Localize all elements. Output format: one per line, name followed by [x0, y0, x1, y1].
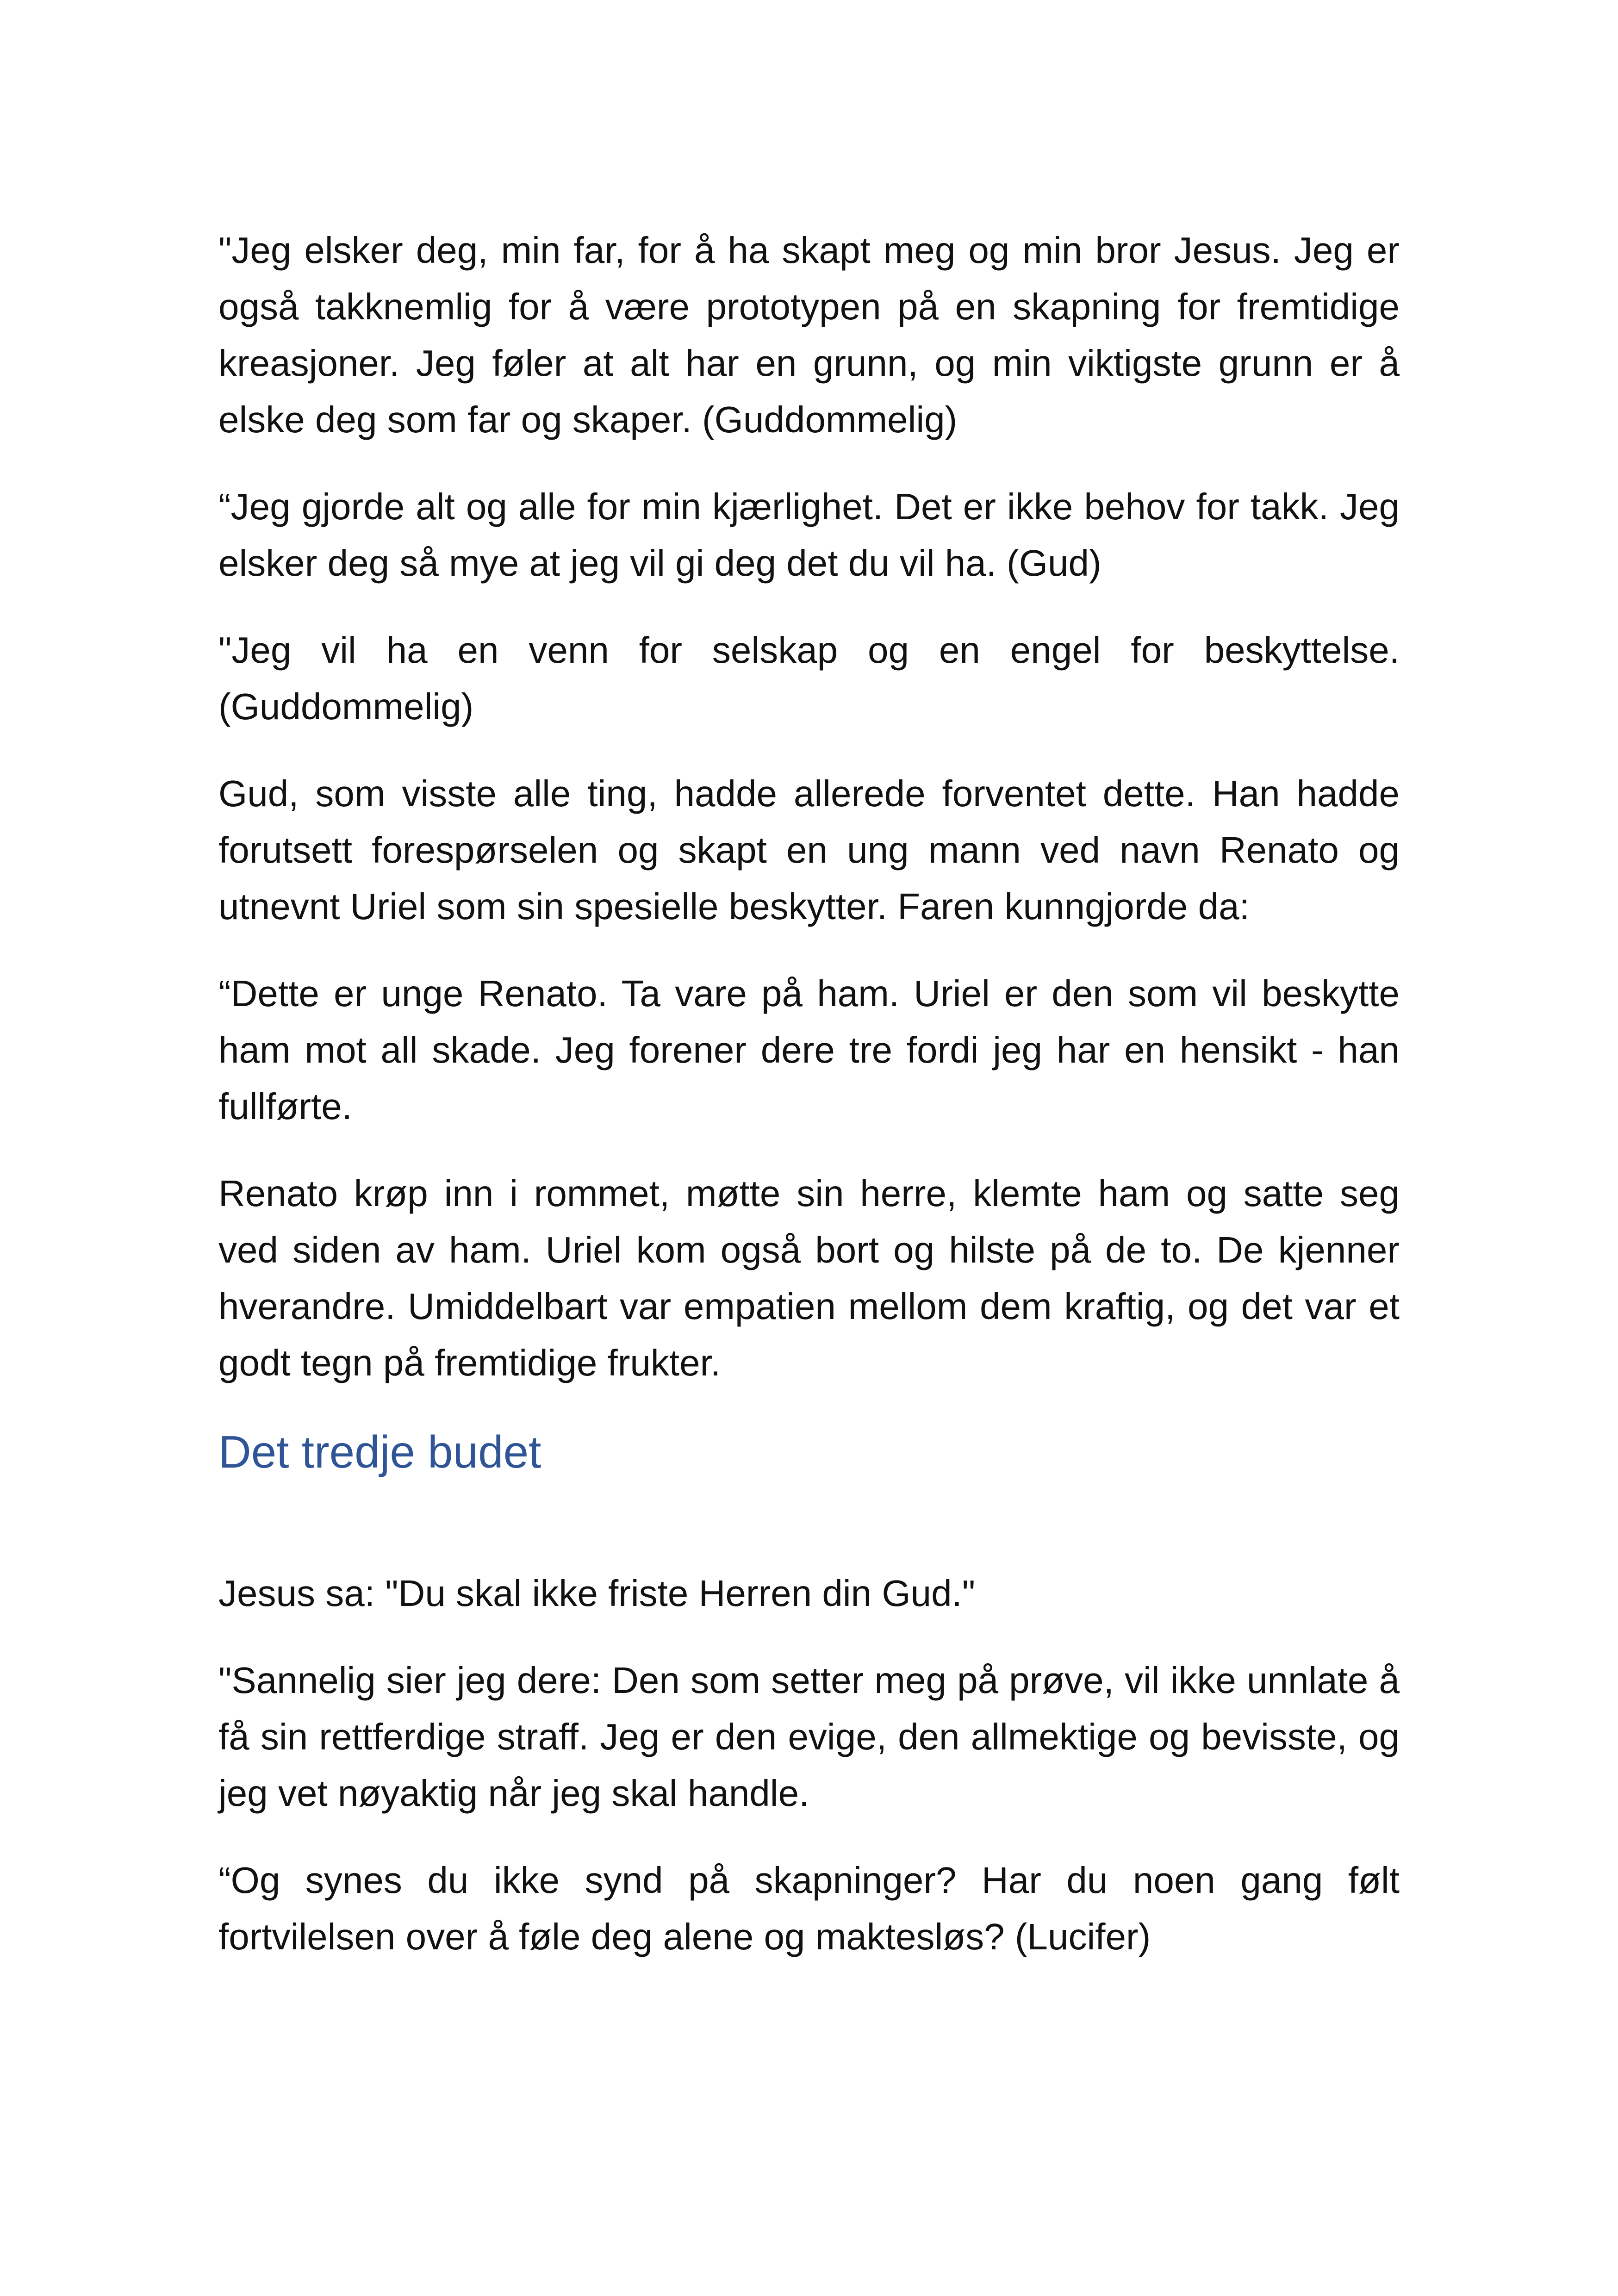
paragraph-7: Jesus sa: "Du skal ikke friste Herren din Gud."	[218, 1573, 976, 1614]
paragraph-1: "Jeg elsker deg, min far, for å ha skapt meg og min bror Jesus. Jeg er også takknemlig for å være prototypen på en skapning for fremtidige kreasjoner. Jeg føler at alt har en grunn, og min viktigste grunn er å elske deg som far og skaper. (Guddommelig)	[218, 230, 1400, 440]
section-heading: Det tredje budet	[218, 1426, 541, 1477]
paragraph-4: Gud, som visste alle ting, hadde allerede forventet dette. Han hadde forutsett forespørselen og skapt en ung mann ved navn Renato og utnevnt Uriel som sin spesielle beskytter. Faren kunngjorde da:	[218, 773, 1400, 927]
paragraph-8: "Sannelig sier jeg dere: Den som setter meg på prøve, vil ikke unnlate å få sin rettferdige straff. Jeg er den evige, den allmektige og bevisste, og jeg vet nøyaktig når jeg skal handle.	[218, 1660, 1400, 1814]
paragraph-3: "Jeg vil ha en venn for selskap og en engel for beskyttelse. (Guddommelig)	[218, 629, 1400, 727]
paragraph-5: “Dette er unge Renato. Ta vare på ham. Uriel er den som vil beskytte ham mot all skade. Jeg forener dere tre fordi jeg har en hensikt - han fullførte.	[218, 973, 1400, 1127]
paragraph-9: “Og synes du ikke synd på skapninger? Har du noen gang følt fortvilelsen over å føle deg alene og maktesløs? (Lucifer)	[218, 1860, 1400, 1957]
paragraph-2: “Jeg gjorde alt og alle for min kjærlighet. Det er ikke behov for takk. Jeg elsker deg så mye at jeg vil gi deg det du vil ha. (Gud)	[218, 486, 1400, 584]
paragraph-6: Renato krøp inn i rommet, møtte sin herre, klemte ham og satte seg ved siden av ham. Uriel kom også bort og hilste på de to. De kjenner hverandre. Umiddelbart var empatien mellom dem kraftig, og det var et godt tegn på fremtidige frukter.	[218, 1173, 1400, 1383]
document-page	[218, 222, 1400, 1996]
